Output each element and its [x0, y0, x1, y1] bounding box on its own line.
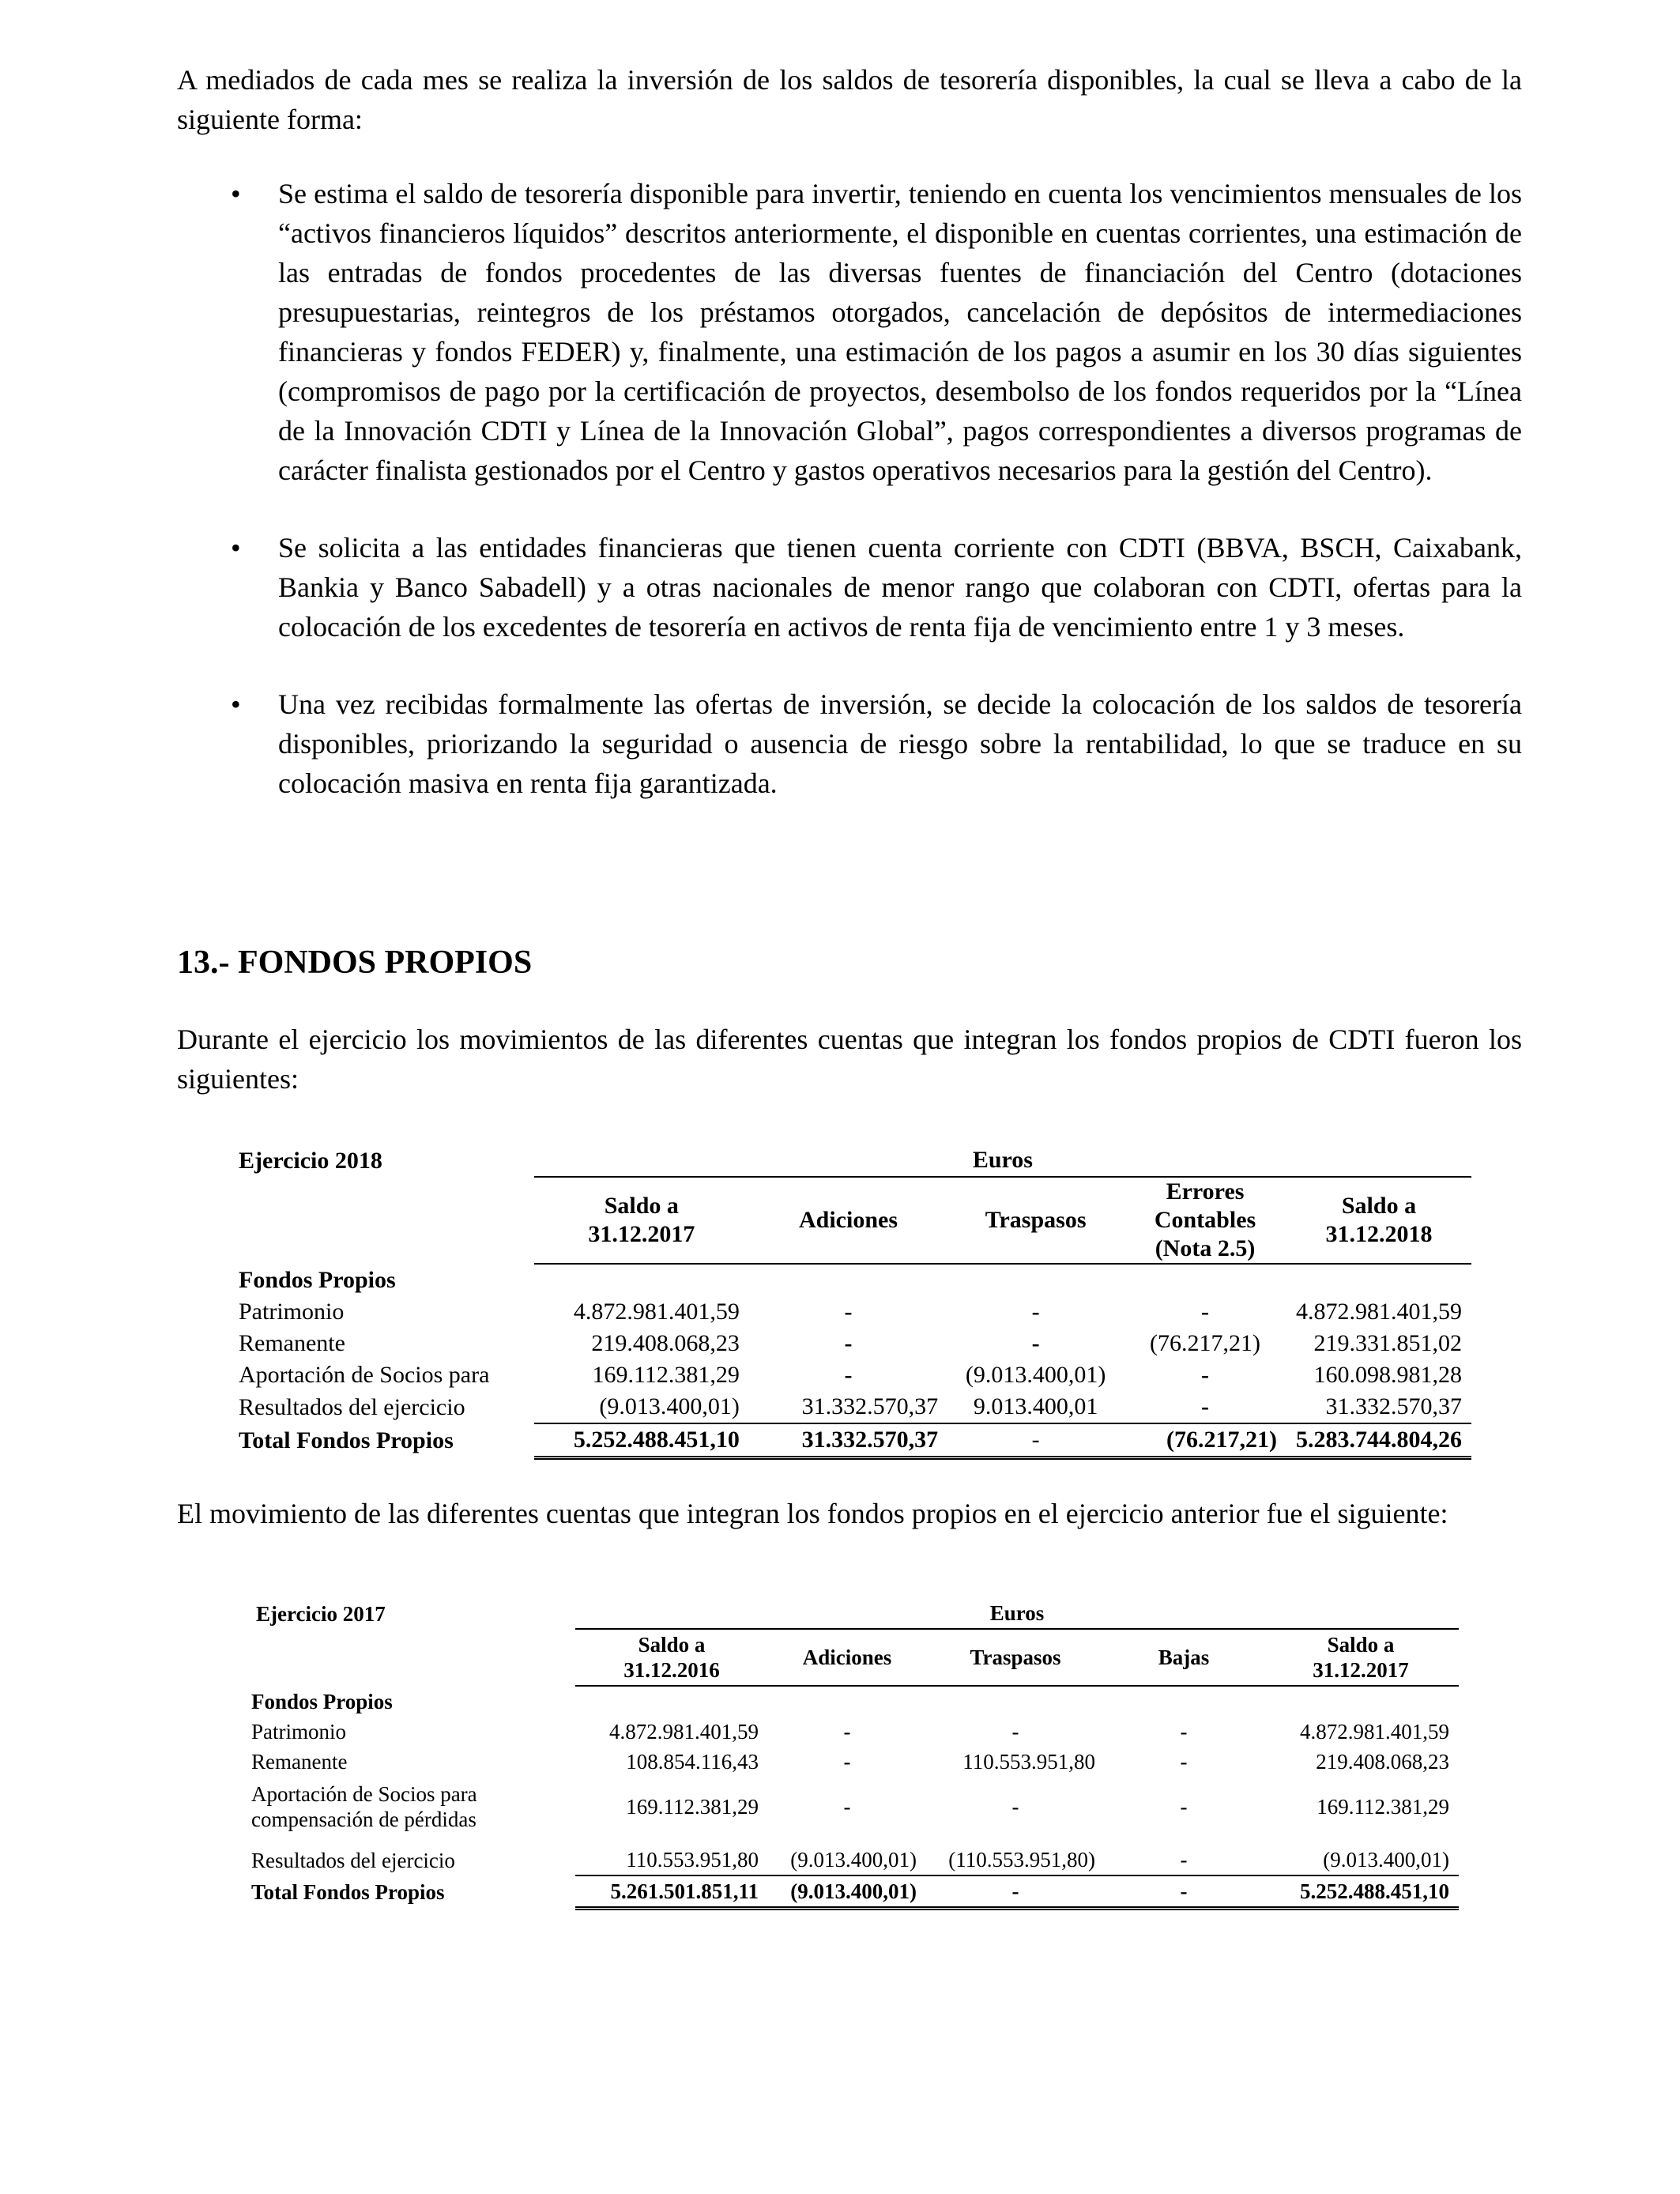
- total-row: [242, 1875, 1459, 1909]
- table-cell: 169.112.381,29: [626, 1795, 759, 1819]
- table-cell: 219.408.068,23: [1316, 1750, 1449, 1774]
- table-cell: 4.872.981.401,59: [1296, 1299, 1462, 1325]
- table-cell: 169.112.381,29: [592, 1362, 740, 1388]
- table-cell: 31.332.570,37: [801, 1393, 939, 1419]
- table-cell: 219.408.068,23: [591, 1330, 740, 1356]
- section-title: 13.- FONDOS PROPIOS: [177, 944, 533, 981]
- column-header: Saldo a 31.12.2018: [1286, 1177, 1471, 1264]
- table-cell: 110.553.951,80: [962, 1750, 1095, 1774]
- column-header: Saldo a 31.12.2017: [534, 1177, 749, 1264]
- list-item: [177, 684, 1522, 803]
- table-cell: -: [1011, 1795, 1019, 1819]
- table-cell: 169.112.381,29: [1317, 1795, 1449, 1819]
- column-header: Traspasos: [947, 1177, 1124, 1264]
- list-item: [177, 528, 1522, 647]
- table-cell: -: [843, 1750, 851, 1774]
- table-cell: (9.013.400,01): [1323, 1848, 1449, 1872]
- column-header: Traspasos: [926, 1629, 1105, 1686]
- table-cell: -: [1180, 1720, 1188, 1744]
- table-cell: 5.261.501.851,11: [575, 1875, 768, 1909]
- table-cell: 160.098.981,28: [1313, 1362, 1462, 1388]
- row-label: Patrimonio: [251, 1720, 346, 1744]
- table-row: [242, 1777, 1459, 1837]
- table-cell: 5.252.488.451,10: [534, 1423, 749, 1458]
- section-label: Fondos Propios: [239, 1266, 396, 1293]
- table-cell: -: [843, 1795, 851, 1819]
- table-cell: -: [1180, 1795, 1188, 1819]
- table-year-label: Ejercicio 2018: [239, 1147, 382, 1174]
- list-item-text: Se estima el saldo de tesorería disponible para invertir, teniendo en cuenta los vencimientos mensuales de los “activos financieros líquidos” descritos anteriormente, el disponible en cuentas corrientes, una estimación de las entradas de fondos procedentes de las diversas fuentes de financiación del Centro (dotaciones presupuestarias, reintegros de los préstamos otorgados, cancelación de depósitos de intermediaciones financieras y fondos FEDER) y, finalmente, una estimación de los pagos a asumir en los 30 días siguientes (compromisos de pago por la certificación de proyectos, desembolso de los fondos requeridos por la “Línea de la Innovación CDTI y Línea de la Innovación Global”, pagos correspondientes a diversos programas de carácter finalista gestionados por el Centro y gastos operativos necesarios para la gestión del Centro).: [278, 178, 1522, 486]
- table-cell: -: [844, 1330, 853, 1356]
- table-cell: -: [1105, 1875, 1263, 1909]
- table-cell: (9.013.400,01): [599, 1393, 740, 1419]
- row-label: Remanente: [239, 1330, 345, 1356]
- column-header: Bajas: [1105, 1629, 1263, 1686]
- table-cell: (9.013.400,01): [965, 1362, 1106, 1388]
- table-cell: 110.553.951,80: [626, 1848, 759, 1872]
- column-header: Errores Contables (Nota 2.5): [1124, 1177, 1286, 1264]
- row-label: Resultados del ejercicio: [251, 1848, 455, 1872]
- table-cell: 4.872.981.401,59: [609, 1720, 759, 1744]
- row-label: Aportación de Socios para compensación de pérdidas: [251, 1782, 477, 1831]
- paragraph-2017: El movimiento de las diferentes cuentas que integran los fondos propios en el ejercicio anterior fue el siguiente:: [177, 1498, 1448, 1529]
- table-cell: (9.013.400,01): [790, 1848, 917, 1872]
- table-cell: -: [844, 1299, 853, 1325]
- row-label: Remanente: [251, 1750, 348, 1774]
- table-cell: 31.332.570,37: [749, 1423, 947, 1458]
- intro-paragraph: A mediados de cada mes se realiza la inversión de los saldos de tesorería disponibles, la cual se lleva a cabo de la siguiente forma:: [177, 64, 1522, 135]
- table-cell: -: [1201, 1393, 1210, 1419]
- table-row: [242, 1747, 1459, 1777]
- total-label: Total Fondos Propios: [239, 1427, 454, 1453]
- table-year-label: Ejercicio 2017: [256, 1601, 386, 1626]
- table-2018: [229, 1144, 1471, 1460]
- table-row: [229, 1328, 1471, 1359]
- table-cell: 5.252.488.451,10: [1263, 1875, 1459, 1909]
- table-cell: -: [1031, 1330, 1040, 1356]
- table-cell: -: [843, 1720, 851, 1744]
- column-header: Adiciones: [768, 1629, 926, 1686]
- table-cell: -: [947, 1423, 1124, 1458]
- table-cell: (9.013.400,01): [768, 1875, 926, 1909]
- total-label: Total Fondos Propios: [251, 1879, 445, 1904]
- column-header: Adiciones: [749, 1177, 947, 1264]
- list-item-text: Se solicita a las entidades financieras que tienen cuenta corriente con CDTI (BBVA, BSCH, Caixabank, Bankia y Banco Sabadell) y a otras nacionales de menor rango que colaboran con CDTI, ofertas para la colocación de los excedentes de tesorería en activos de renta fija de vencimiento entre 1 y 3 meses.: [278, 532, 1522, 643]
- paragraph-2018: Durante el ejercicio los movimientos de las diferentes cuentas que integran los fondos propios de CDTI fueron los siguientes:: [177, 1023, 1522, 1095]
- table-cell: -: [1031, 1299, 1040, 1325]
- total-row: [229, 1423, 1471, 1458]
- table-cell: 108.854.116,43: [626, 1750, 759, 1774]
- bullet-icon: •: [231, 688, 241, 720]
- header-spacer: [229, 1177, 534, 1264]
- table-row: [229, 1391, 1471, 1423]
- header-spacer: [242, 1629, 575, 1686]
- table-cell: -: [926, 1875, 1105, 1909]
- currency-label: Euros: [534, 1144, 1471, 1177]
- table-cell: 31.332.570,37: [1325, 1393, 1462, 1419]
- table-2017: [242, 1598, 1459, 1910]
- section-label: Fondos Propios: [251, 1689, 393, 1713]
- bullet-icon: •: [231, 532, 241, 564]
- currency-label: Euros: [575, 1598, 1459, 1629]
- table-cell: -: [1011, 1720, 1019, 1744]
- row-label: Aportación de Socios para: [239, 1362, 490, 1388]
- table-cell: -: [1180, 1848, 1188, 1872]
- table-cell: -: [1201, 1362, 1210, 1388]
- list-item-text: Una vez recibidas formalmente las ofertas de inversión, se decide la colocación de los saldos de tesorería disponibles, priorizando la seguridad o ausencia de riesgo sobre la rentabilidad, lo que se traduce en su colocación masiva en renta fija garantizada.: [278, 688, 1522, 799]
- table-cell: (76.217,21): [1124, 1423, 1286, 1458]
- table-cell: 4.872.981.401,59: [573, 1299, 740, 1325]
- table-cell: 5.283.744.804,26: [1286, 1423, 1471, 1458]
- table-row: [229, 1296, 1471, 1328]
- list-item: [177, 174, 1522, 490]
- table-row: [229, 1359, 1471, 1391]
- table-row: [242, 1845, 1459, 1875]
- row-label: Resultados del ejercicio: [239, 1393, 465, 1420]
- column-header: Saldo a 31.12.2017: [1263, 1629, 1459, 1686]
- table-cell: -: [844, 1362, 853, 1388]
- table-cell: -: [1201, 1299, 1210, 1325]
- bullet-icon: •: [231, 178, 241, 209]
- table-cell: 219.331.851,02: [1313, 1330, 1462, 1356]
- table-cell: (110.553.951,80): [948, 1848, 1095, 1872]
- row-label: Patrimonio: [239, 1299, 345, 1325]
- table-cell: (76.217,21): [1150, 1330, 1260, 1356]
- table-cell: 4.872.981.401,59: [1300, 1720, 1449, 1744]
- table-cell: -: [1180, 1750, 1188, 1774]
- column-header: Saldo a 31.12.2016: [575, 1629, 768, 1686]
- investment-steps-list: [177, 174, 1522, 803]
- table-row: [242, 1717, 1459, 1747]
- table-cell: 9.013.400,01: [973, 1393, 1098, 1419]
